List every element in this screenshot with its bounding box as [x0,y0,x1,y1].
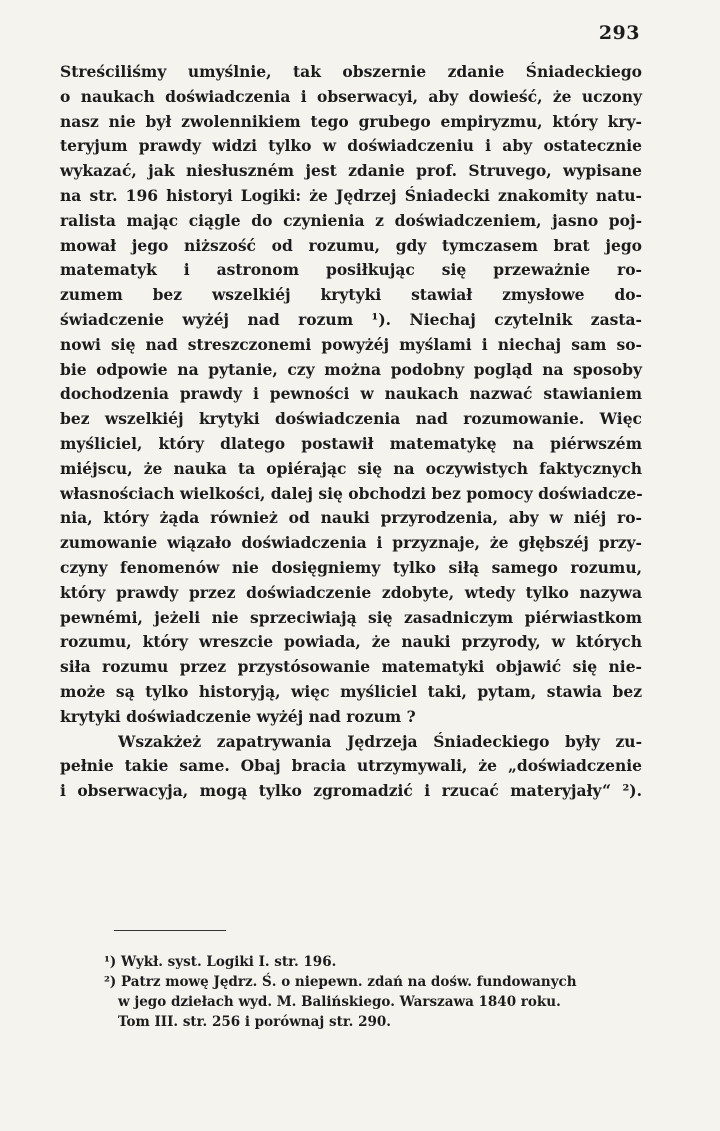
text-line: wykazać, jak niesłuszném jest zdanie prof. Struvego, wypisane [60,161,642,181]
text-line: pewnémi, jeżeli nie sprzeciwiają się zasadniczym piérwiastkom [60,607,642,627]
text-line: nasz nie był zwolennikiem tego grubego empiryzmu, który kry- [60,111,642,131]
text-line: bez wszelkiéj krytyki doświadczenia nad rozumowanie. Więc [60,409,642,429]
footnotes [104,952,644,1032]
text-line: który prawdy przez doświadczenie zdobyte, wtedy tylko nazywa [60,582,642,602]
footnote-line: ²) Patrz mowę Jędrz. Ś. o niepewn. zdań na dośw. fundowanych [104,974,577,990]
footnote-line: ¹) Wykł. syst. Logiki I. str. 196. [104,954,337,970]
text-line: na str. 196 historyi Logiki: że Jędrzej Śniadecki znakomity natu- [60,185,642,205]
text-line: krytyki doświadczenie wyżéj nad rozum ? [60,706,416,726]
text-line: rozumu, który wreszcie powiada, że nauki przyrody, w których [60,632,642,652]
footnote-line: w jego dziełach wyd. M. Balińskiego. Warszawa 1840 roku. [118,994,561,1010]
text-line: siła rozumu przez przystósowanie matematyki objawić się nie- [60,657,642,677]
text-line: świadczenie wyżéj nad rozum ¹). Niechaj czytelnik zasta- [60,309,642,329]
text-line: mował jego niższość od rozumu, gdy tymczasem brat jego [60,235,642,255]
text-line: zumowanie wiązało doświadczenia i przyznaje, że głębszéj przy- [60,533,642,553]
text-line: bie odpowie na pytanie, czy można podobny pogląd na sposoby [60,359,642,379]
text-line: miéjscu, że nauka ta opiérając się na oczywistych faktycznych [60,458,642,478]
text-line: nia, który żąda również od nauki przyrodzenia, aby w niéj ro- [60,508,642,528]
text-line: Streściliśmy umyślnie, tak obszernie zdanie Śniadeckiego [60,62,642,81]
footnote-line: Tom III. str. 256 i porównaj str. 290. [118,1014,391,1030]
text-line: czyny fenomenów nie dosięgniemy tylko siłą samego rozumu, [60,557,642,577]
text-line: teryjum prawdy widzi tylko w doświadczeniu i aby ostatecznie [60,136,642,156]
main-text [60,60,642,804]
text-line: nowi się nad streszczonemi powyżéj myślami i niechaj sam so- [60,334,642,354]
footnote-divider [114,930,226,931]
text-line: własnościach wielkości, dalej się obchodzi bez pomocy doświadcze- [60,483,643,503]
text-line: pełnie takie same. Obaj bracia utrzymywali, że „doświadczenie [60,756,642,776]
text-line: matematyk i astronom posiłkując się przeważnie ro- [60,260,642,280]
page-number: 293 [598,22,640,44]
text-line: o naukach doświadczenia i obserwacyi, aby dowieść, że uczony [60,86,642,106]
text-line: ralista mając ciągle do czynienia z doświadczeniem, jasno poj- [60,210,642,230]
text-line: Wszakżeż zapatrywania Jędrzeja Śniadeckiego były zu- [118,731,642,751]
text-line: może są tylko historyją, więc myśliciel taki, pytam, stawia bez [60,681,642,701]
text-line: i obserwacyja, mogą tylko zgromadzić i rzucać materyjały“ ²). [60,781,642,801]
text-line: dochodzenia prawdy i pewności w naukach nazwać stawianiem [60,384,642,404]
text-line: myśliciel, który dlatego postawił matematykę na piérwszém [60,433,642,453]
text-line: zumem bez wszelkiéj krytyki stawiał zmysłowe do- [60,285,642,305]
